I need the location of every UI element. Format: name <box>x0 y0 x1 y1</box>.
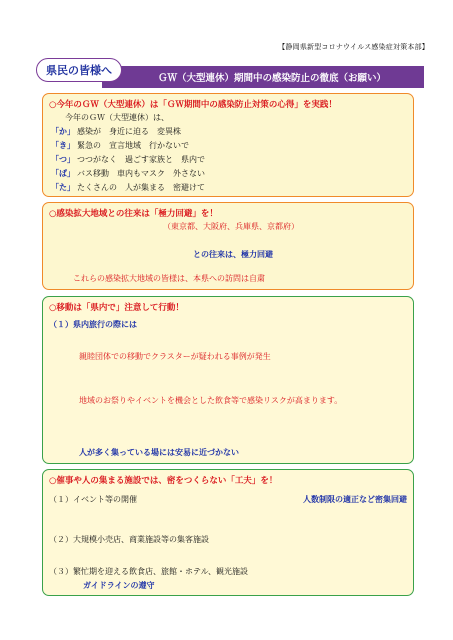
acrostic-text: 感染が 身近に迫る 変異株 <box>77 126 181 136</box>
acrostic-row <box>51 124 205 138</box>
events-item-2: （２）大規模小売店、商業施設等の集客施設 <box>49 535 209 544</box>
acrostic-key: 「つ」 <box>51 154 75 164</box>
events-item-1-advice: 人数制限の適正など密集回避 <box>303 495 407 504</box>
events-item-3: （３）繁忙期を迎える飲食店、旅館・ホテル、観光施設 <box>49 567 248 576</box>
movement-item-3-warning: 地域のお祭りやイベントを機会とした飲食等で感染リスクが高まります。 <box>79 396 343 405</box>
acrostic-text: 緊急の 宣言地域 行かないで <box>77 140 189 150</box>
title-banner <box>36 58 424 90</box>
travel-heading: ○感染拡大地域との往来は「極力回避」を！ <box>49 209 218 219</box>
events-item-3-advice: ガイドラインの遵守 <box>83 581 155 590</box>
gw-intro: 今年のＧＷ（大型連休）は、 <box>65 113 169 122</box>
audience-badge: 県民の皆様へ <box>36 58 122 82</box>
acrostic-key: 「た」 <box>51 182 75 192</box>
avoid-travel-phrase: との往来は、極力回避 <box>193 250 273 259</box>
acrostic-list <box>51 124 205 194</box>
acrostic-text: バス移動 車内もマスク 外さない <box>77 168 205 178</box>
movement-item-3-advice: 人が多く集っている場には安易に近づかない <box>79 448 239 457</box>
acrostic-text: つつがなく 過ごす家族と 県内で <box>77 154 205 164</box>
acrostic-row <box>51 138 205 152</box>
gw-heading: ○今年のＧＷ（大型連休）は「ＧＷ期間中の感染防止対策の心得」を実践！ <box>49 100 337 110</box>
acrostic-key: 「か」 <box>51 126 75 136</box>
events-item-1: （１）イベント等の開催 <box>49 495 137 504</box>
visit-refrain-phrase: これらの感染拡大地域の皆様は、本県への訪問は自粛 <box>73 274 265 283</box>
movement-item-2-warning: 親睦団体での移動でクラスターが疑われる事例が発生 <box>79 352 271 361</box>
issuing-office-label: 【静岡県新型コロナウイルス感染症対策本部】 <box>278 43 429 51</box>
movement-heading: ○移動は「県内で」注意して行動！ <box>49 303 184 313</box>
acrostic-text: たくさんの 人が集まる 密避けて <box>77 182 205 192</box>
gw-guidelines-box <box>42 93 414 197</box>
acrostic-row <box>51 180 205 194</box>
acrostic-row <box>51 166 205 180</box>
travel-restriction-box <box>42 202 414 290</box>
banner-title: ＧＷ（大型連休）期間中の感染防止の徹底（お願い） <box>102 66 424 88</box>
acrostic-row <box>51 152 205 166</box>
acrostic-key: 「ば」 <box>51 168 75 178</box>
acrostic-key: 「き」 <box>51 140 75 150</box>
events-heading: ○催事や人の集まる施設では、密をつくらない「工夫」を！ <box>49 476 278 486</box>
events-box <box>42 469 414 596</box>
movement-item-1: （１）県内旅行の際には <box>49 320 137 329</box>
affected-prefectures: （東京都、大阪府、兵庫県、京都府） <box>163 222 299 231</box>
movement-box <box>42 296 414 464</box>
